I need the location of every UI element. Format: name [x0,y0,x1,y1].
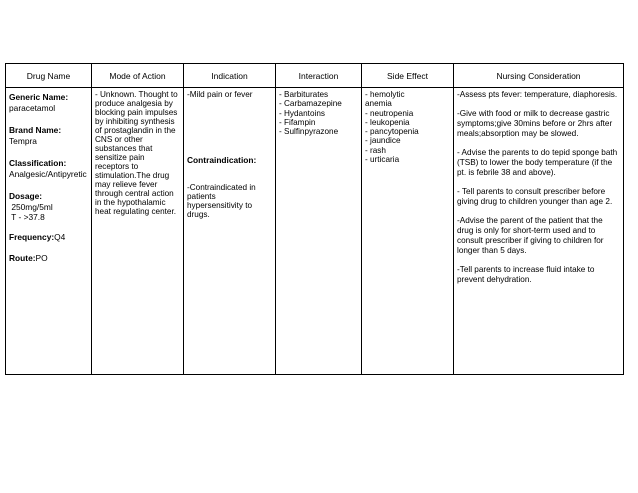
list-item: - neutropenia [365,108,414,118]
classification-value: Analgesic/Antipyretic [9,169,87,179]
route-label: Route: [9,253,36,263]
dosage-label: Dosage: [9,191,43,201]
nursing-item: -Assess pts fever: temperature, diaphoresis. [457,90,618,99]
generic-name-label: Generic Name: [9,92,69,102]
nursing-item: -Tell parents to increase fluid intake to prevent dehydration. [457,265,595,284]
nursing-item: - Advise the parents to do tepid sponge bath (TSB) to lower the body temperature (if the pt. is febrile 38 and above). [457,148,618,177]
dosage-value-2: T - >37.8 [9,212,45,222]
route-value: PO [35,253,48,263]
contraindication-label: Contraindication: [187,155,257,165]
nursing-item: -Advise the parent of the patient that the drug is only for short-term used and to consult prescriber if giving to children for longer than 5 days. [457,216,604,255]
mode-of-action-cell [92,88,184,375]
brand-name-value: Tempra [9,136,37,146]
list-item: - leukopenia [365,117,410,127]
header-interaction: Interaction [276,64,362,88]
nursing-item: -Give with food or milk to decrease gastric symptoms;give 30mins before or 2hrs after meals;absorption may be slowed. [457,109,613,138]
nursing-consideration-cell [454,88,624,375]
list-item: - rash [365,145,386,155]
route-line [9,253,88,264]
nursing-item: - Tell parents to consult prescriber before giving drug to children younger than age 2. [457,187,613,206]
frequency-label: Frequency: [9,232,55,242]
brand-name-label: Brand Name: [9,125,62,135]
list-item: - hemolytic anemia [365,90,405,109]
header-side-effect: Side Effect [362,64,454,88]
frequency-line [9,232,88,243]
header-mode-of-action: Mode of Action [92,64,184,88]
indication-cell [184,88,276,375]
list-item: - Fifampin [279,117,316,127]
list-item: - jaundice [365,136,401,146]
table-row [6,88,624,375]
header-drug-name: Drug Name [6,64,92,88]
list-item: - pancytopenia [365,127,419,137]
list-item: - Barbiturates [279,90,329,99]
header-row [6,64,624,88]
list-item: - urticaria [365,155,400,165]
mode-of-action-text: - Unknown. Thought to produce analgesia by blocking pain impulses by inhibiting synthesis of prostaglandin in the CNS or other substances that sensitize pain receptors to stimulation.The drug may relieve fever through central action in the hypothalamic heat regulating center. [95,90,178,216]
header-nursing-consideration: Nursing Consideration [454,64,624,88]
drug-name-cell [6,88,92,375]
dosage-value-1: 250mg/5ml [9,202,53,212]
list-item: - Sulfinpyrazone [279,127,339,137]
side-effect-cell [362,88,454,375]
drug-study-table [5,63,624,375]
interaction-cell [276,88,362,375]
frequency-value: Q4 [54,232,66,242]
contraindication-text: -Contraindicated in patients hypersensitivity to drugs. [187,183,256,219]
list-item: - Hydantoins [279,108,325,118]
indication-text: -Mild pain or fever [187,90,253,99]
generic-name-value: paracetamol [9,103,56,113]
classification-label: Classification: [9,158,67,168]
header-indication: Indication [184,64,276,88]
list-item: - Carbamazepine [279,99,342,109]
